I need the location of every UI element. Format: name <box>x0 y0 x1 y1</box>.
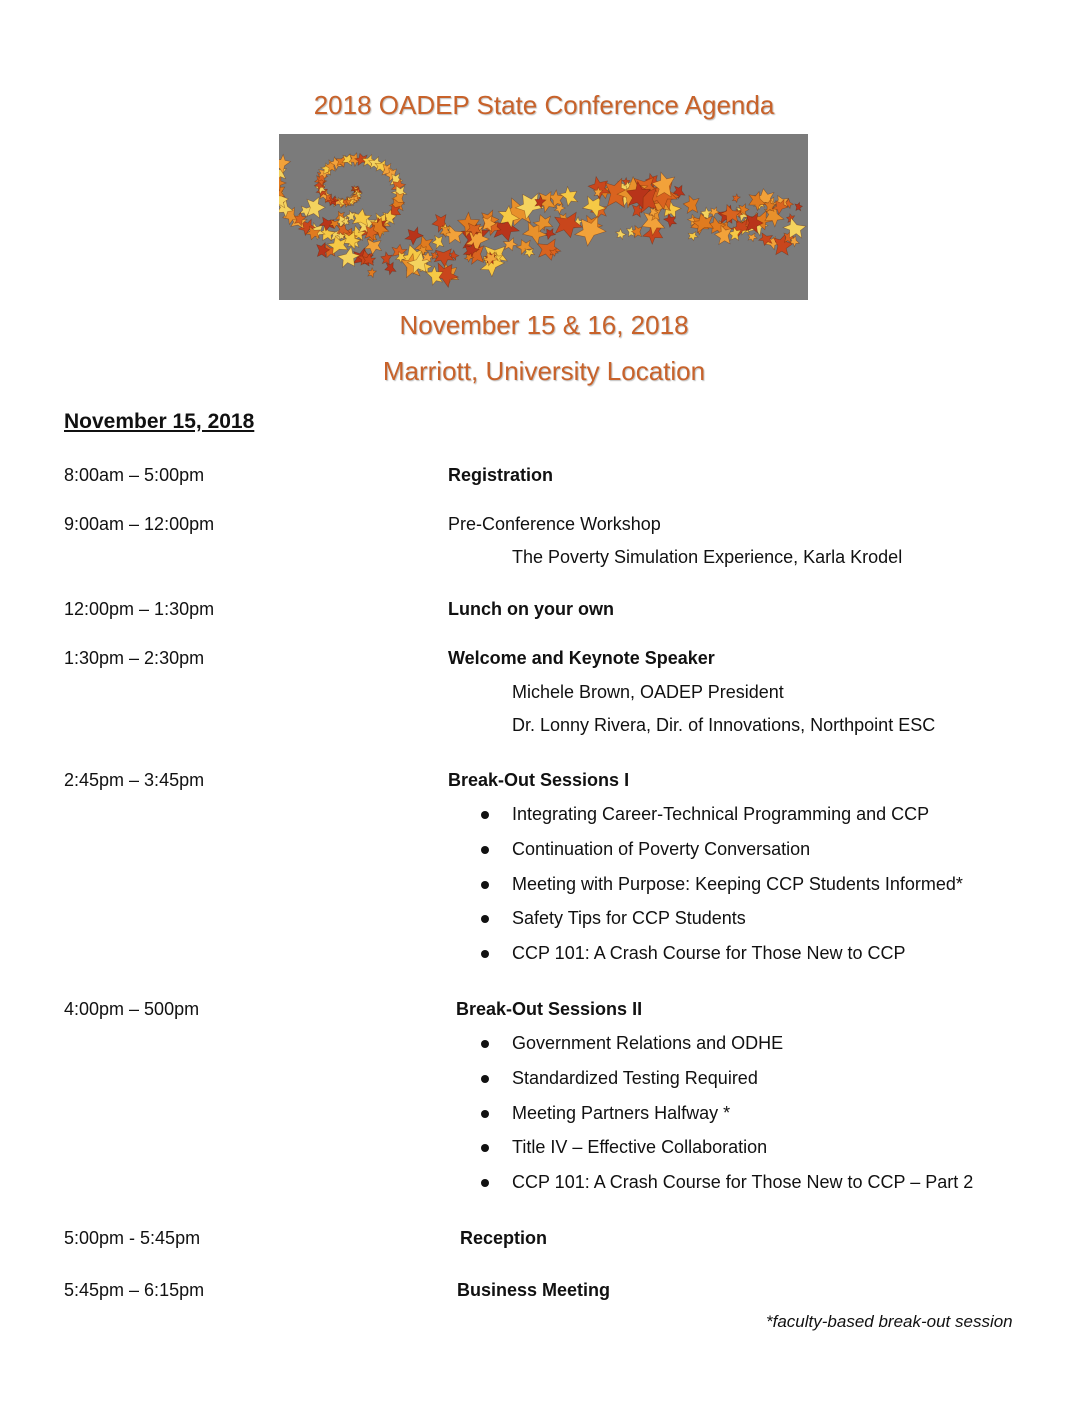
session-detail: Michele Brown, OADEP President <box>512 682 784 702</box>
bullet-icon <box>481 811 489 819</box>
session-time: 2:45pm – 3:45pm <box>64 770 205 790</box>
session-title: Break-Out Sessions I <box>448 770 630 790</box>
bullet-icon <box>481 1040 489 1048</box>
breakout-item: Meeting with Purpose: Keeping CCP Students Informed* <box>512 874 963 894</box>
bullet-icon <box>481 950 489 958</box>
session-title: Registration <box>448 465 554 485</box>
session-detail: Dr. Lonny Rivera, Dir. of Innovations, Northpoint ESC <box>512 715 936 735</box>
bullet-icon <box>481 1075 489 1083</box>
footnote: *faculty-based break-out session <box>766 1312 1013 1331</box>
session-title: Pre-Conference Workshop <box>448 514 661 534</box>
session-title: Welcome and Keynote Speaker <box>448 648 715 668</box>
breakout-item: CCP 101: A Crash Course for Those New to CCP – Part 2 <box>512 1172 974 1192</box>
breakout-item: Standardized Testing Required <box>512 1068 758 1088</box>
session-detail: The Poverty Simulation Experience, Karla Krodel <box>512 547 903 567</box>
bullet-icon <box>481 846 489 854</box>
breakout-item: Title IV – Effective Collaboration <box>512 1137 768 1157</box>
bullet-icon <box>481 915 489 923</box>
breakout-item: Continuation of Poverty Conversation <box>512 839 811 859</box>
breakout-item: CCP 101: A Crash Course for Those New to CCP <box>512 943 906 963</box>
session-title: Lunch on your own <box>448 599 614 619</box>
agenda-title: 2018 OADEP State Conference Agenda <box>313 90 775 120</box>
session-time: 12:00pm – 1:30pm <box>64 599 215 619</box>
session-time: 4:00pm – 500pm <box>64 999 200 1019</box>
breakout-item: Safety Tips for CCP Students <box>512 908 746 928</box>
session-time: 1:30pm – 2:30pm <box>64 648 205 668</box>
conference-location: Marriott, University Location <box>382 356 706 386</box>
session-title: Break-Out Sessions II <box>456 999 643 1019</box>
bullet-icon <box>481 1110 489 1118</box>
breakout-item: Meeting Partners Halfway * <box>512 1103 731 1123</box>
session-title: Business Meeting <box>457 1280 611 1300</box>
bullet-icon <box>481 1179 489 1187</box>
bullet-icon <box>481 881 489 889</box>
breakout-item: Government Relations and ODHE <box>512 1033 784 1053</box>
autumn-leaves-banner-icon <box>279 134 808 300</box>
breakout-item: Integrating Career-Technical Programming and CCP <box>512 804 930 824</box>
session-title: Reception <box>460 1228 548 1248</box>
day-heading: November 15, 2018 <box>64 410 255 433</box>
session-time: 9:00am – 12:00pm <box>64 514 215 534</box>
session-time: 5:45pm – 6:15pm <box>64 1280 205 1300</box>
bullet-icon <box>481 1144 489 1152</box>
session-time: 5:00pm - 5:45pm <box>64 1228 201 1248</box>
session-time: 8:00am – 5:00pm <box>64 465 205 485</box>
conference-dates: November 15 & 16, 2018 <box>399 310 689 340</box>
